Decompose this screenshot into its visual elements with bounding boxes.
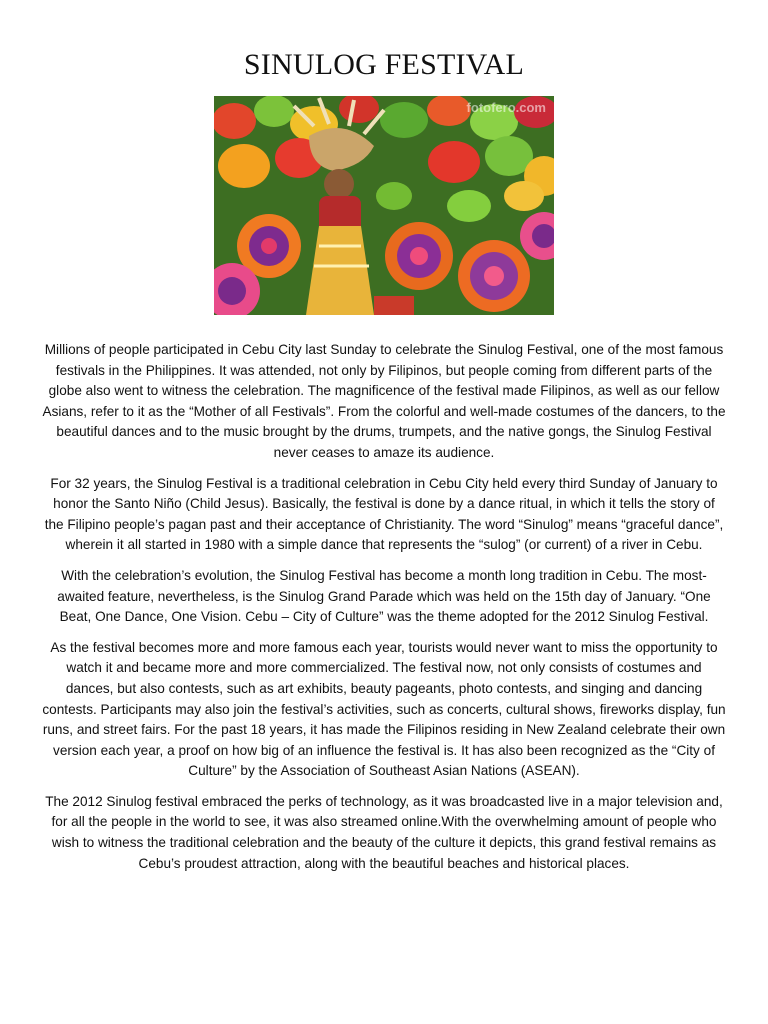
article-body	[42, 340, 726, 884]
festival-photo-illustration	[214, 96, 554, 315]
festival-photo	[214, 96, 554, 315]
page-title: SINULOG FESTIVAL	[243, 48, 525, 81]
shield-center	[385, 222, 453, 290]
paragraph: For 32 years, the Sinulog Festival is a traditional celebration in Cebu City held every third Sunday of January to honor the Santo Niño (Child Jesus). Basically, the festival is done by a dance ritual, in which it tells the story of the Filipino people’s pagan past and their acceptance of Christianity. The word “Sinulog” means “graceful dance”, wherein it all started in 1980 with a simple dance that represents the “sulog” (or current) of a river in Cebu.	[44, 475, 724, 553]
photo-watermark: fotofero.com	[466, 100, 546, 115]
paragraph: Millions of people participated in Cebu City last Sunday to celebrate the Sinulog Festival, one of the most famous festivals in the Philippines. It was attended, not only by Filipinos, but people coming from different parts of the globe also went to witness the celebration. The magnificence of the festival made Filipinos, as well as our fellow Asians, refer to it as the “Mother of all Festivals”. From the colorful and well-made costumes of the dancers, to the beautiful dances and to the music brought by the drums, trumpets, and the native gongs, the Sinulog Festival never ceases to amaze its audience.	[42, 342, 726, 460]
shield-right	[458, 240, 530, 312]
paragraph: With the celebration’s evolution, the Sinulog Festival has become a month long tradition in Cebu. The most-awaited feature, nevertheless, is the Sinulog Grand Parade which was held on the 15th day of January. “One Beat, One Dance, One Vision. Cebu – City of Culture” was the theme adopted for the 2012 Sinulog Festival.	[57, 567, 711, 625]
paragraph: The 2012 Sinulog festival embraced the perks of technology, as it was broadcasted live in a major television and, for all the people in the world to see, it was also streamed online.With the overwhelming amount of people who wish to witness the traditional celebration and the beauty of the culture it depicts, this grand festival remains as Cebu’s proudest attraction, along with the beautiful beaches and historical places.	[45, 793, 723, 871]
paragraph: As the festival becomes more and more famous each year, tourists would never want to miss the opportunity to watch it and became more and more commercialized. The festival now, not only consists of costumes and dances, but also contests, such as art exhibits, beauty pageants, photo contests, and singing and dancing contests. Participants may also join the festival’s activities, such as concerts, cultural shows, fireworks display, fun runs, and street fairs. For the past 18 years, it has made the Filipinos residing in New Zealand celebrate their own version each year, a proof on how big of an influence the festival is. It has also been recognized as the “City of Culture” by the Association of Southeast Asian Nations (ASEAN).	[42, 639, 726, 779]
